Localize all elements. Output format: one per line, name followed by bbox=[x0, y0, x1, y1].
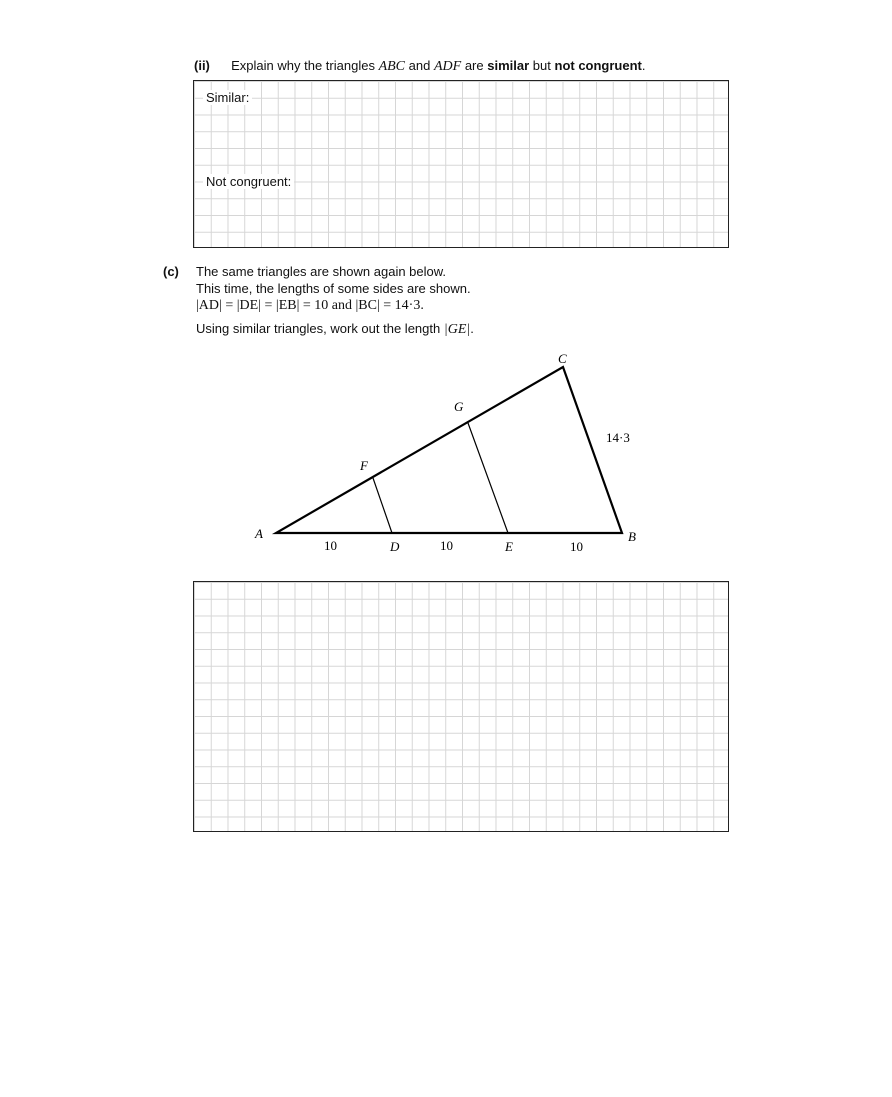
part-c-line4-pre: Using similar triangles, work out the length bbox=[196, 321, 441, 336]
part-c-line4-math: |GE| bbox=[443, 322, 471, 337]
label-point-d: D bbox=[390, 539, 400, 554]
label-length-eb: 10 bbox=[570, 539, 583, 554]
part-ii-text-pre: Explain why the triangles bbox=[231, 58, 375, 73]
part-ii-label: (ii) bbox=[194, 58, 210, 73]
part-c-line3: |AD| = |DE| = |EB| = 10 and |BC| = 14·3. bbox=[196, 298, 424, 313]
segment-eg bbox=[468, 423, 508, 533]
part-c-line2: This time, the lengths of some sides are shown. bbox=[196, 281, 471, 296]
triangle-abc-outline bbox=[276, 367, 622, 533]
part-ii-text-but: but bbox=[532, 58, 551, 73]
label-length-ad: 10 bbox=[324, 538, 337, 553]
label-point-b: B bbox=[628, 529, 636, 544]
part-ii-bold-similar: similar bbox=[487, 58, 530, 73]
label-point-g: G bbox=[454, 399, 464, 414]
label-length-de: 10 bbox=[440, 538, 453, 553]
label-point-f: F bbox=[360, 458, 368, 473]
label-point-c: C bbox=[558, 351, 567, 366]
label-length-bc: 14·3 bbox=[606, 430, 630, 445]
label-point-e: E bbox=[505, 539, 513, 554]
triangle-adf: ADF bbox=[433, 59, 462, 74]
triangle-abc: ABC bbox=[378, 59, 406, 74]
part-ii-text-are: are bbox=[464, 58, 484, 73]
part-c-label: (c) bbox=[163, 264, 179, 279]
part-ii-text-end: . bbox=[641, 58, 646, 73]
similar-label: Similar: bbox=[203, 90, 252, 105]
part-ii-text-and: and bbox=[408, 58, 431, 73]
segment-df bbox=[373, 478, 392, 533]
part-c-line1: The same triangles are shown again below. bbox=[196, 264, 447, 279]
part-c-line4-end: . bbox=[470, 321, 474, 336]
part-ii-bold-not-congruent: not congruent bbox=[554, 58, 642, 73]
label-point-a: A bbox=[255, 526, 263, 541]
not-congruent-label: Not congruent: bbox=[203, 174, 294, 189]
answer-box-work[interactable] bbox=[193, 581, 729, 832]
